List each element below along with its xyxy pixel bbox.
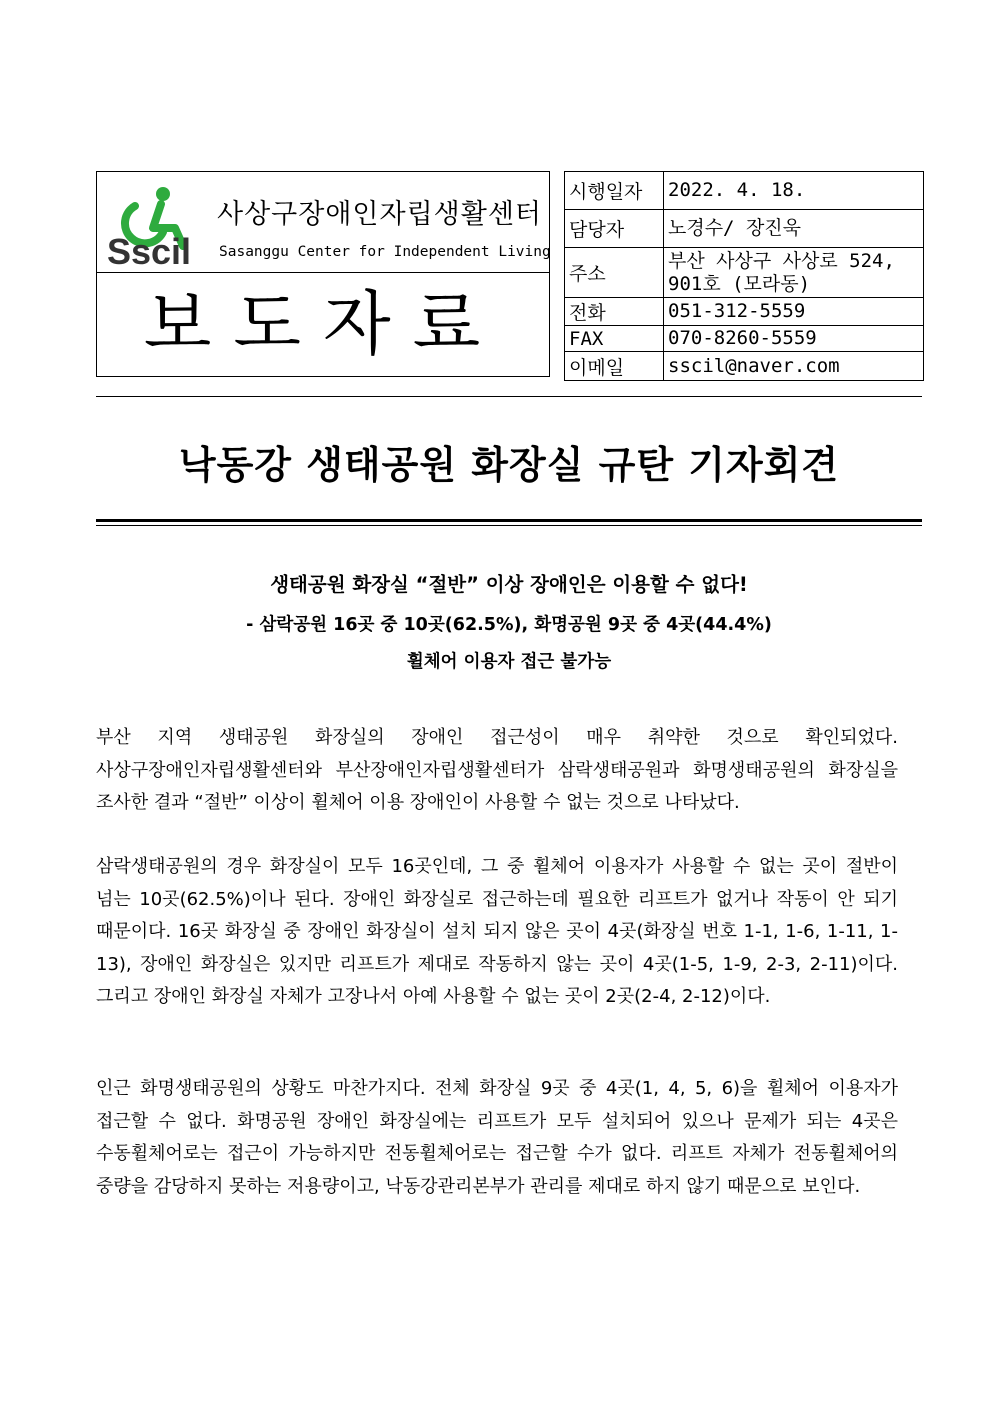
org-name: 사상구장애인자립생활센터: [217, 199, 542, 230]
email-value: sscil@naver.com: [664, 352, 924, 381]
subtitle-stats: - 삼락공원 16곳 중 10곳(62.5%), 화명공원 9곳 중 4곳(44.4%): [246, 615, 772, 635]
subtitle-note: 휠체어 이용자 접근 불가능: [406, 652, 612, 672]
info-key: 시행일자: [565, 172, 664, 210]
body-paragraph: 부산 지역 생태공원 화장실의 장애인 접근성이 매우 취약한 것으로 확인되었다. 사상구장애인자립생활센터와 부산장애인자립생활센터가 삼락생태공원과 화명생태공원의 화장실을 조사한 결과 “절반” 이상이 휠체어 이용 장애인이 사용할 수 없는 것으로 나타났다.: [96, 727, 898, 813]
info-key: 이메일: [565, 352, 664, 381]
page-title: 낙동강 생태공원 화장실 규탄 기자회견: [178, 443, 840, 487]
body-paragraph: 삼락생태공원의 경우 화장실이 모두 16곳인데, 그 중 휠체어 이용자가 사용할 수 없는 곳이 절반이 넘는 10곳(62.5%)이나 된다. 장애인 화장실로 접근하는데 필요한 리프트가 없거나 작동이 안 되기 때문이다. 16곳 화장실 중 장애인 화장실이 설치 되지 않은 곳이 4곳(화장실 번호 1-1, 1-6, 1-11, 1-13), 장애인 화장실은 있지만 리프트가 제대로 작동하지 않는 곳이 4곳(1-5, 1-9, 2-3, 2-11)이다. 그리고 장애인 화장실 자체가 고장나서 아예 사용할 수 없는 곳이 2곳(2-4, 2-12)이다.: [96, 856, 898, 1007]
org-name-english: Sasanggu Center for Independent Living: [219, 244, 551, 260]
org-row: [97, 172, 549, 273]
contact-info-table: [564, 171, 924, 381]
wheelchair-icon: [105, 180, 197, 268]
info-row: [565, 298, 924, 326]
info-value: 노경수/ 장진욱: [664, 210, 924, 248]
info-value: 051-312-5559: [664, 298, 924, 326]
subtitle-headline: 생태공원 화장실 “절반” 이상 장애인은 이용할 수 없다!: [270, 573, 748, 596]
divider: [96, 525, 922, 526]
info-value: 2022. 4. 18.: [664, 172, 924, 210]
press-release-title: 보도자료: [143, 283, 503, 365]
info-row: [565, 326, 924, 352]
divider: [96, 396, 922, 397]
info-key: 전화: [565, 298, 664, 326]
info-key: 주소: [565, 248, 664, 298]
info-row: [565, 248, 924, 298]
info-key: FAX: [565, 326, 664, 352]
info-key: 담당자: [565, 210, 664, 248]
info-row: [565, 352, 924, 381]
logo-text: Sscil: [107, 231, 192, 268]
body-paragraph: 인근 화명생태공원의 상황도 마찬가지다. 전체 화장실 9곳 중 4곳(1, 4, 5, 6)을 휠체어 이용자가 접근할 수 없다. 화명공원 장애인 화장실에는 리프트가 모두 설치되어 있으나 문제가 되는 4곳은 수동휠체어로는 접근이 가능하지만 전동휠체어로는 접근할 수가 없다. 리프트 자체가 전동휠체어의 중량을 감당하지 못하는 저용량이고, 낙동강관리본부가 관리를 제대로 하지 않기 때문으로 보인다.: [96, 1078, 898, 1197]
divider-thick: [96, 519, 922, 522]
info-value: 070-8260-5559: [664, 326, 924, 352]
info-row: [565, 210, 924, 248]
info-value: 부산 사상구 사상로 524, 901호 (모라동): [664, 248, 924, 298]
header-org-box: [96, 171, 550, 377]
info-row: [565, 172, 924, 210]
